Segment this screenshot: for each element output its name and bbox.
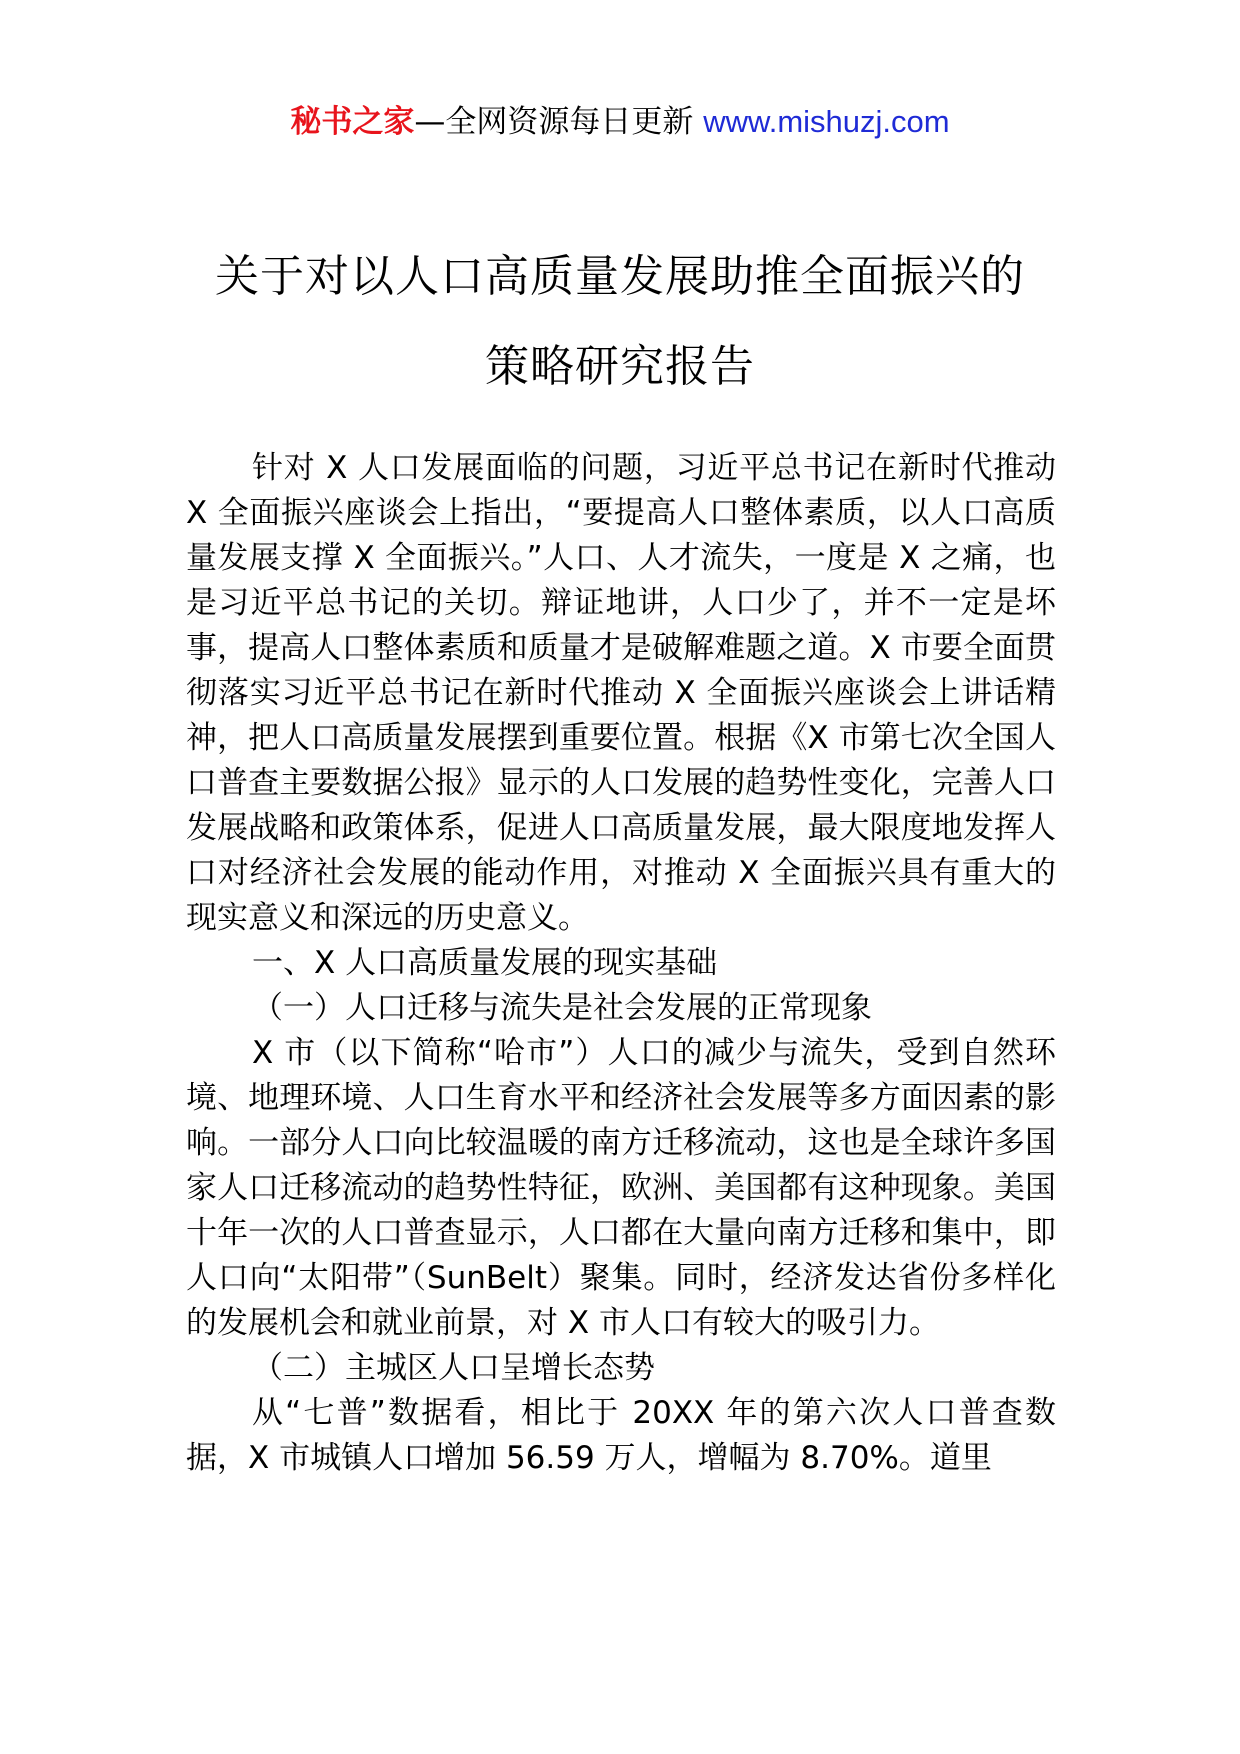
subsection-heading-2: （二）主城区人口呈增长态势 (252, 1350, 655, 1386)
site-header (0, 100, 1240, 144)
section-heading-1: 一、X 人口高质量发展的现实基础 (252, 945, 718, 981)
site-tagline: —全网资源每日更新 (414, 104, 704, 140)
document-title (0, 232, 1240, 412)
document-title-line-2: 策略研究报告 (485, 341, 755, 392)
body-paragraph-1: X 市（以下简称“哈市”）人口的减少与流失，受到自然环境、地理环境、人口生育水平和经济社会发展等多方面因素的影响。一部分人口向比较温暖的南方迁移流动，这也是全球许多国家人口迁移流动的趋势性特征，欧洲、美国都有这种现象。美国十年一次的人口普查显示，人口都在大量向南方迁移和集中，即人口向“太阳带”（SunBelt）聚集。同时，经济发达省份多样化的发展机会和就业前景，对 X 市人口有较大的吸引力。 (186, 1035, 1056, 1341)
subsection-heading-1: （一）人口迁移与流失是社会发展的正常现象 (252, 990, 872, 1026)
document-body (186, 446, 1056, 1481)
site-url-link[interactable]: www.mishuzj.com (703, 104, 950, 139)
site-brand: 秘书之家 (290, 104, 415, 140)
intro-paragraph: 针对 X 人口发展面临的问题，习近平总书记在新时代推动 X 全面振兴座谈会上指出，“要提高人口整体素质，以人口高质量发展支撑 X 全面振兴。”人口、人才流失，一度是 X 之痛，也是习近平总书记的关切。辩证地讲，人口少了，并不一定是坏事，提高人口整体素质和质量才是破解难题之道。X 市要全面贯彻落实习近平总书记在新时代推动 X 全面振兴座谈会上讲话精神，把人口高质量发展摆到重要位置。根据《X 市第七次全国人口普查主要数据公报》显示的人口发展的趋势性变化，完善人口发展战略和政策体系，促进人口高质量发展，最大限度地发挥人口对经济社会发展的能动作用，对推动 X 全面振兴具有重大的现实意义和深远的历史意义。 (186, 450, 1056, 936)
body-paragraph-2: 从“七普”数据看，相比于 20XX 年的第六次人口普查数据，X 市城镇人口增加 56.59 万人，增幅为 8.70%。道里 (186, 1395, 1056, 1476)
document-title-line-1: 关于对以人口高质量发展助推全面振兴的 (215, 251, 1025, 302)
